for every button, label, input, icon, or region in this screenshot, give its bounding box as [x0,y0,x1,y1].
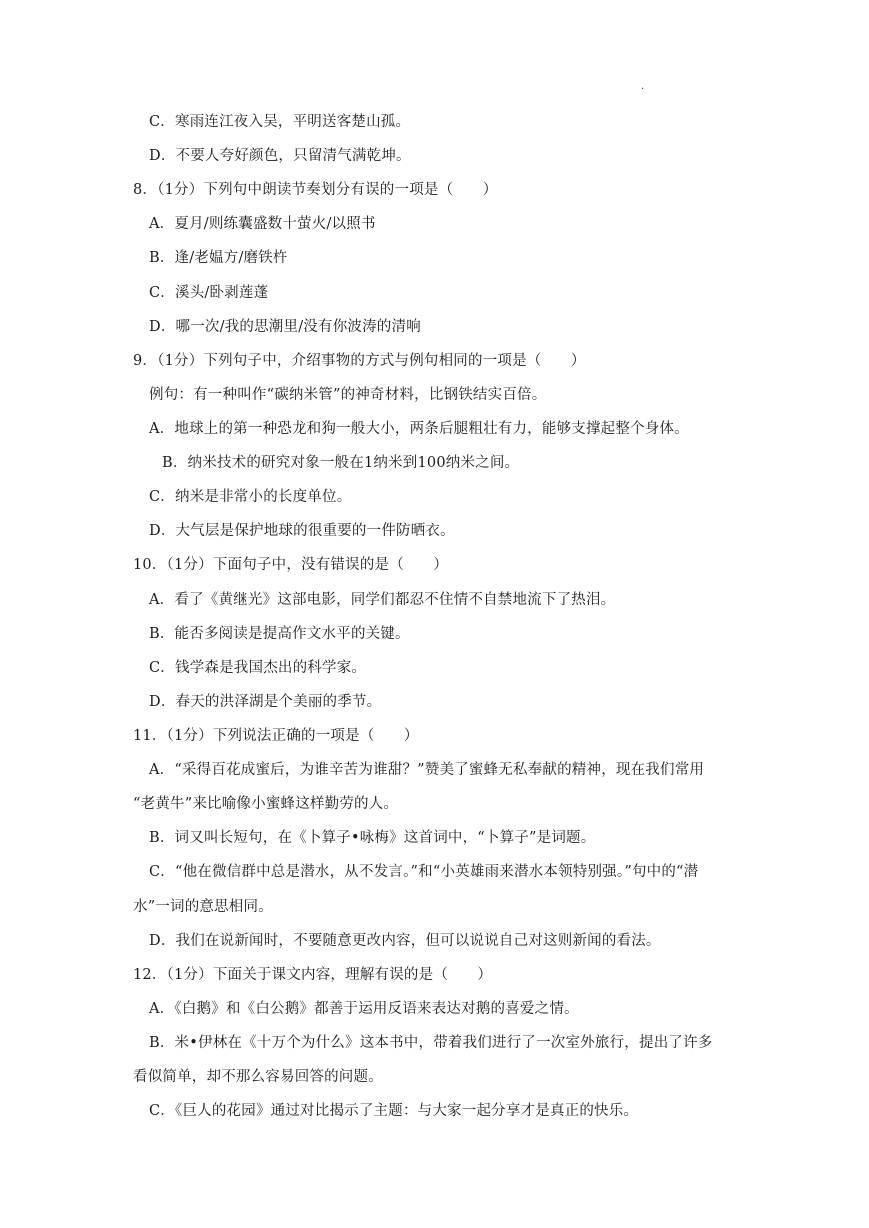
option-11a-continued: “老黄牛”来比喻像小蜜蜂这样勤劳的人。 [133,796,399,812]
option-7c: C．寒雨连江夜入吴，平明送客楚山孤。 [149,114,411,130]
option-8a: A．夏月/则练囊盛数十萤火/以照书 [149,216,376,232]
option-9d: D．大气层是保护地球的很重要的一件防晒衣。 [149,523,455,539]
question-9: 9．（1分）下列句子中，介绍事物的方式与例句相同的一项是（ ） [133,353,586,369]
option-8c: C．溪头/卧剥莲蓬 [149,285,269,301]
option-10b: B．能否多阅读是提高作文水平的关键。 [149,626,410,642]
question-11: 11．（1分）下列说法正确的一项是（ ） [133,728,419,744]
header-mark: . [641,81,645,92]
question-9-example: 例句：有一种叫作“碳纳米管”的神奇材料，比钢铁结实百倍。 [149,387,547,403]
option-10c: C．钱学森是我国杰出的科学家。 [149,660,367,676]
option-11c: C．“他在微信群中总是潜水，从不发言。”和“小英雄雨来潜水本领特别强。”句中的“潜 [149,864,699,880]
question-12: 12．（1分）下面关于课文内容，理解有误的是（ ） [133,967,493,983]
option-7d: D．不要人夸好颜色，只留清气满乾坤。 [149,148,411,164]
option-9a: A．地球上的第一种恐龙和狗一般大小，两条后腿粗壮有力，能够支撑起整个身体。 [149,421,689,437]
option-9c: C．纳米是非常小的长度单位。 [149,489,352,505]
option-10a: A．看了《黄继光》这部电影，同学们都忍不住情不自禁地流下了热泪。 [149,592,616,608]
option-12b: B．米•伊林在《十万个为什么》这本书中，带着我们进行了一次室外旅行，提出了许多 [149,1035,713,1051]
option-8d: D．哪一次/我的思潮里/没有你波涛的清响 [149,319,421,335]
option-11d: D．我们在说新闻时，不要随意更改内容，但可以说说自己对这则新闻的看法。 [149,933,661,949]
option-11c-continued: 水”一词的意思相同。 [133,899,273,915]
option-11a: A．“采得百花成蜜后，为谁辛苦为谁甜？”赞美了蜜蜂无私奉献的精神，现在我们常用 [149,762,705,778]
option-12b-continued: 看似简单，却不那么容易回答的问题。 [133,1069,383,1085]
option-12c: C．《巨人的花园》通过对比揭示了主题：与大家一起分享才是真正的快乐。 [149,1103,639,1119]
option-12a: A．《白鹅》和《白公鹅》都善于运用反语来表达对鹅的喜爱之情。 [149,1001,579,1017]
option-10d: D．春天的洪泽湖是个美丽的季节。 [149,694,382,710]
question-10: 10．（1分）下面句子中，没有错误的是（ ） [133,557,449,573]
question-8: 8．（1分）下列句中朗读节奏划分有误的一项是（ ） [133,182,498,198]
option-11b: B．词又叫长短句，在《卜算子•咏梅》这首词中，“卜算子”是词题。 [149,830,596,846]
option-9b: B．纳米技术的研究对象一般在1纳米到100纳米之间。 [162,455,520,471]
option-8b: B．逢/老媪方/磨铁杵 [149,250,288,266]
